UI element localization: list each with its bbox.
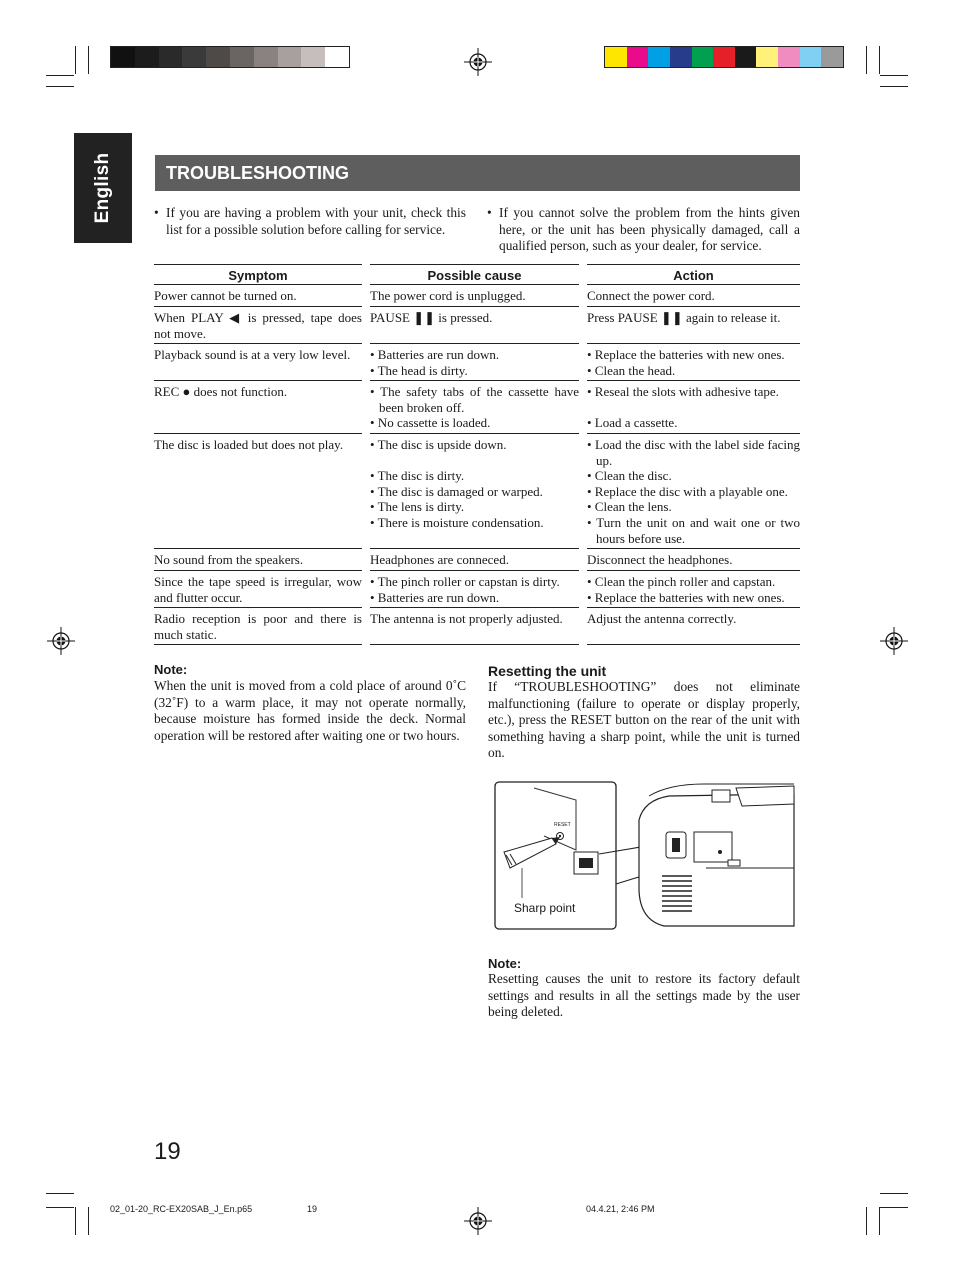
symptom-text: Since the tape speed is irregular, wow and flutter occur. [154, 574, 362, 605]
symptom-cell [154, 571, 362, 608]
color-swatch [278, 47, 302, 67]
cell-line: • Batteries are run down. [370, 347, 500, 362]
cell-line: PAUSE ❚❚ is pressed. [370, 310, 493, 325]
cell-line: Press PAUSE ❚❚ again to release it. [587, 310, 781, 325]
cause-cell [370, 608, 579, 645]
symptom-cell [154, 608, 362, 645]
cell-line: • Turn the unit on and wait one or two hours before use. [587, 514, 800, 546]
cell-line: • There is moisture condensation. [370, 514, 544, 530]
action-cell [587, 571, 800, 608]
cell-line: • Load the disc with the label side facing up. [587, 437, 800, 468]
action-header: Action [587, 264, 800, 285]
color-swatch [821, 47, 843, 67]
registration-mark-icon [880, 627, 908, 655]
symptom-text: Power cannot be turned on. [154, 288, 297, 303]
cell-line: • No cassette is loaded. [370, 415, 491, 431]
note-left-title: Note: [154, 662, 188, 677]
cell-line: • The pinch roller or capstan is dirty. [370, 574, 560, 589]
cell-line: • Batteries are run down. [370, 589, 500, 605]
registration-mark-icon [47, 627, 75, 655]
cell-line: • The lens is dirty. [370, 499, 465, 515]
color-swatch [230, 47, 254, 67]
cell-line: • Replace the disc with a playable one. [587, 483, 788, 499]
symptom-cell [154, 434, 362, 549]
symptom-cell [154, 381, 362, 434]
cell-line: The antenna is not properly adjusted. [370, 611, 563, 626]
cause-cell [370, 571, 579, 608]
action-cell [587, 344, 800, 381]
cause-cell [370, 549, 579, 571]
symptom-text: When PLAY ◀ is pressed, tape does not move. [154, 310, 362, 341]
action-cell [587, 285, 800, 307]
color-swatch [111, 47, 135, 67]
action-column [587, 264, 800, 645]
color-swatch [713, 47, 735, 67]
cell-line: • The disc is dirty. [370, 468, 465, 484]
color-swatch [670, 47, 692, 67]
cell-line: Disconnect the headphones. [587, 552, 733, 567]
reset-title: Resetting the unit [488, 663, 607, 679]
cell-line: Headphones are conneced. [370, 552, 509, 567]
color-swatch [756, 47, 778, 67]
sharp-point-label: Sharp point [514, 901, 576, 915]
color-swatch [159, 47, 183, 67]
reset-illustration [494, 780, 799, 932]
symptom-text: The disc is loaded but does not play. [154, 437, 344, 452]
footer-page: 19 [307, 1204, 318, 1214]
symptom-text: Radio reception is poor and there is much static. [154, 611, 362, 642]
color-swatch [778, 47, 800, 67]
note-left-text: When the unit is moved from a cold place of around 0˚C (32˚F) to a warm place, it may not operate normally, because moisture has formed inside the deck. Normal operation will be restored after waiting one or two hours. [154, 678, 466, 743]
cell-line: Connect the power cord. [587, 288, 715, 303]
gray-calibration-bar [110, 46, 350, 68]
color-swatch [301, 47, 325, 67]
color-swatch [135, 47, 159, 67]
page-number: 19 [154, 1138, 181, 1165]
cell-line: • The head is dirty. [370, 362, 468, 378]
cause-header: Possible cause [370, 264, 579, 285]
language-tab [74, 133, 132, 243]
cell-line: • The safety tabs of the cassette have been broken off. [370, 384, 579, 415]
color-swatch [254, 47, 278, 67]
color-swatch [182, 47, 206, 67]
color-swatch [206, 47, 230, 67]
cell-line: • Reseal the slots with adhesive tape. [587, 384, 779, 399]
cell-line [370, 453, 579, 469]
cause-cell [370, 434, 579, 549]
symptom-text: REC ● does not function. [154, 384, 288, 399]
section-title: TROUBLESHOOTING [166, 163, 349, 183]
registration-mark-icon [464, 48, 492, 76]
cell-line: The power cord is unplugged. [370, 288, 526, 303]
footer-file: 02_01-20_RC-EX20SAB_J_En.p65 [110, 1204, 253, 1214]
cause-column [370, 264, 579, 645]
note-right-text: Resetting causes the unit to restore its factory default settings and results in all the settings made by the user being deleted. [488, 971, 800, 1020]
color-swatch [692, 47, 714, 67]
cell-line: • The disc is damaged or warped. [370, 483, 543, 499]
cause-cell [370, 285, 579, 307]
color-swatch [325, 47, 349, 67]
reset-text: If “TROUBLESHOOTING” does not eliminate malfunctioning (failure to operate or display properly, etc.), press the RESET button on the rear of the unit with something having a sharp point, while the unit is turned on. [488, 679, 800, 761]
symptom-cell [154, 549, 362, 571]
symptom-header: Symptom [154, 264, 362, 285]
cell-line: • Clean the pinch roller and capstan. [587, 574, 776, 589]
section-header [155, 155, 800, 191]
symptom-cell [154, 285, 362, 307]
symptom-text: No sound from the speakers. [154, 552, 304, 567]
symptom-text: Playback sound is at a very low level. [154, 347, 351, 362]
figure-reset-text: RESET [554, 822, 571, 828]
color-swatch [627, 47, 649, 67]
color-swatch [605, 47, 627, 67]
symptom-cell [154, 344, 362, 381]
intro-left: • If you are having a problem with your unit, check this list for a possible solution before calling for service. [154, 205, 466, 237]
cell-line [587, 400, 800, 416]
cause-cell [370, 307, 579, 344]
action-cell [587, 608, 800, 645]
color-swatch [648, 47, 670, 67]
symptom-column [154, 264, 362, 645]
cell-line: • Replace the batteries with new ones. [587, 589, 785, 605]
color-swatch [735, 47, 757, 67]
action-cell [587, 549, 800, 571]
cell-line: • Clean the lens. [587, 499, 672, 515]
note-right-title: Note: [488, 956, 522, 971]
registration-mark-icon [464, 1207, 492, 1235]
cell-line: • Clean the disc. [587, 468, 672, 484]
action-cell [587, 434, 800, 549]
cell-line: • Replace the batteries with new ones. [587, 347, 785, 362]
cause-cell [370, 381, 579, 434]
cause-cell [370, 344, 579, 381]
intro-right: • If you cannot solve the problem from the hints given here, or the unit has been physically damaged, call a qualified person, such as your dealer, for service. [487, 205, 800, 254]
language-tab-label: English [92, 152, 113, 224]
cell-line: Adjust the antenna correctly. [587, 611, 737, 626]
action-cell [587, 307, 800, 344]
cell-line: • Clean the head. [587, 362, 676, 378]
footer-date: 04.4.21, 2:46 PM [586, 1204, 655, 1214]
cell-line: • The disc is upside down. [370, 437, 507, 452]
cell-line: • Load a cassette. [587, 415, 678, 431]
color-calibration-bar [604, 46, 844, 68]
action-cell [587, 381, 800, 434]
symptom-cell [154, 307, 362, 344]
color-swatch [800, 47, 822, 67]
